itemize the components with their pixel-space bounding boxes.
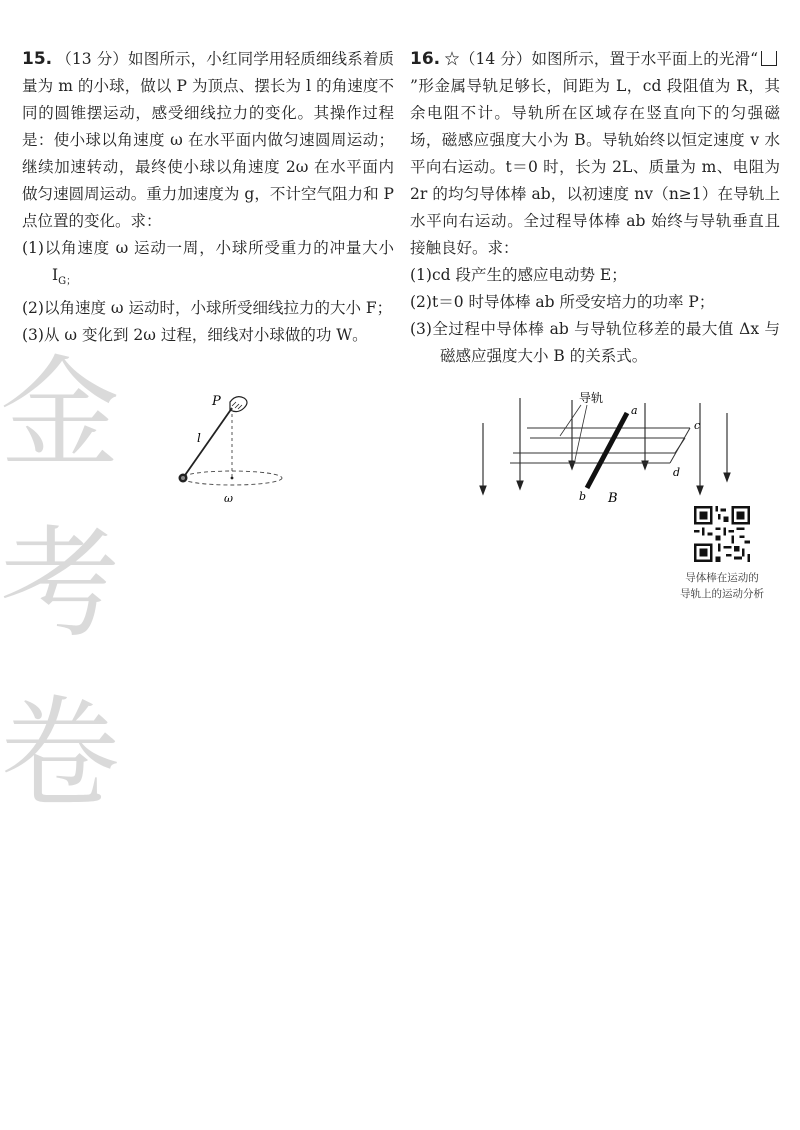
q15-number: 15.	[22, 49, 53, 69]
question-16	[410, 46, 780, 506]
part-text: 以角速度 ω 运动一周，小球所受重力的冲量大小 I	[43, 239, 394, 284]
rails	[510, 428, 690, 463]
q16-stem	[410, 46, 780, 262]
part-label: (1)	[410, 266, 432, 284]
watermark-char: 考	[0, 515, 120, 654]
q16-part-1	[410, 262, 780, 289]
watermark-char: 金	[0, 345, 120, 484]
part-label: (2)	[22, 299, 44, 318]
label-P: P	[212, 394, 221, 409]
part-text: 全过程中导体棒 ab 与导轨位移差的最大值 Δx 与磁感应强度大小 B 的关系式。	[431, 320, 780, 365]
q15-stem	[22, 46, 394, 235]
part-text: 从 ω 变化到 2ω 过程，细线对小球做的功 W。	[43, 326, 368, 345]
conical-pendulum-figure	[172, 392, 312, 512]
label-B: B	[608, 491, 618, 506]
qr-code-icon	[694, 506, 750, 562]
question-15	[22, 46, 394, 505]
rail-shape-icon	[761, 51, 777, 66]
label-b: b	[579, 490, 587, 503]
label-d: d	[673, 466, 681, 479]
watermark	[0, 330, 120, 840]
part-label: (1)	[22, 239, 44, 257]
part-label: (2)	[410, 293, 432, 311]
label-rail: 导轨	[579, 391, 604, 405]
watermark-char: 卷	[0, 685, 120, 824]
q15-part-1	[22, 235, 394, 295]
q16-number: 16.	[410, 49, 441, 69]
label-l: l	[197, 431, 201, 445]
qr-caption-line: 导体棒在运动的	[685, 572, 759, 584]
hand-icon	[230, 397, 247, 412]
rod-ab	[587, 413, 627, 488]
part-label: (3)	[22, 326, 44, 345]
part-subscript: G；	[58, 276, 77, 288]
label-omega: ω	[224, 492, 233, 505]
part-label: (3)	[410, 320, 432, 338]
qr-caption-line: 导轨上的运动分析	[680, 588, 764, 600]
q16-part-3	[410, 316, 780, 370]
q16-part-2	[410, 289, 780, 316]
rail-rod-figure	[475, 388, 735, 508]
field-arrows	[480, 398, 730, 494]
q15-part-3	[22, 322, 394, 349]
q15-stem-text: （13 分）如图所示，小红同学用轻质细线系着质量为 m 的小球，做以 P 为顶点、摆长为 l 的角速度不同的圆锥摆运动，感受细线拉力的变化。其操作过程是：使小球以角速度 ω 在水平面内做匀速圆周运动；继续加速转动，最终使小球以角速度 2ω 在水平面内做匀速圆周运动。重力加速度为 g，不计空气阻力和 P 点位置的变化。求：	[22, 50, 394, 230]
label-c: c	[694, 419, 701, 432]
label-a: a	[631, 404, 638, 417]
qr-caption	[662, 570, 782, 602]
q16-stem-text-a: （14 分）如图所示，置于水平面上的光滑“	[459, 50, 758, 68]
q15-part-2	[22, 295, 394, 322]
q16-stem-text-b: ”形金属导轨足够长，间距为 L，cd 段阻值为 R，其余电阻不计。导轨所在区域存在竖直向下的匀强磁场，磁感应强度大小为 B。导轨始终以恒定速度 v 水平向右运动。t＝0 时，长为 2L、质量为 m、电阻为 2r 的均匀导体棒 ab，以初速度 nv（n≥1）在导轨上水平向右运动。全过程导体棒 ab 始终与导轨垂直且接触良好。求：	[410, 77, 780, 257]
part-text: 以角速度 ω 运动时，小球所受细线拉力的大小 F；	[43, 299, 393, 318]
star-icon: ☆	[444, 50, 460, 68]
center-dot	[231, 477, 234, 480]
string-line	[183, 408, 232, 478]
part-text: t＝0 时导体棒 ab 所受安培力的功率 P；	[431, 293, 715, 311]
part-text: cd 段产生的感应电动势 E；	[431, 266, 627, 284]
